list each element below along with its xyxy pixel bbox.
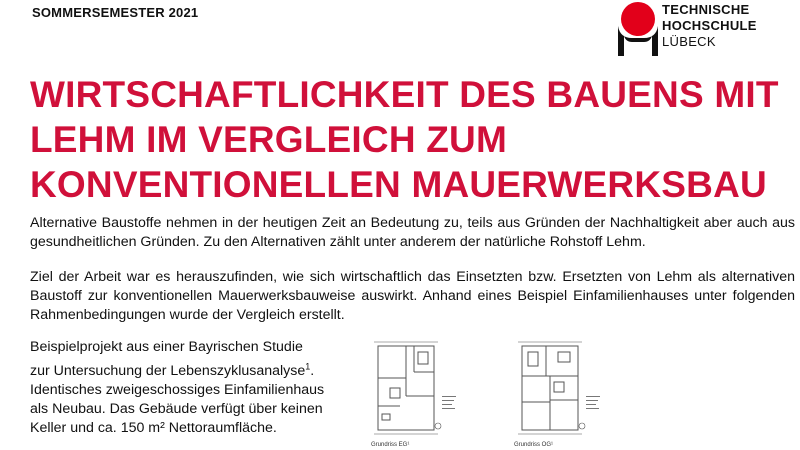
project-line-2: zur Untersuchung der Lebenszyklusanalyse$^1$. [30,361,315,379]
floor-plan-ground-floor [370,336,470,436]
logo-mark-icon [612,2,660,58]
project-description [30,338,350,438]
ground-floor-caption: Grundriss EG¹ [371,442,410,448]
floor-plan-upper-floor [514,336,614,436]
logo-text [662,2,757,50]
project-line-3: Identisches zweigeschossiges Einfamilienhaus [30,381,325,398]
semester-label: SOMMERSEMESTER 2021 [32,5,199,20]
goal-paragraph: Ziel der Arbeit war es herauszufinden, wie sich wirtschaftlich das Einsetzten bzw. Ersetzten von Lehm als alternativen Baustoff zur konventionellen Mauerwerksbauweise auswirkt. Anhand eines Beispiel Einfamilienhauses unter folgenden Rahmenbedingungen wurde der Vergleich erstellt. [30,269,795,323]
logo-line-3: LÜBECK [662,34,716,49]
page-title [30,72,790,207]
title-line-2: LEHM IM VERGLEICH ZUM [30,119,507,160]
title-line-1: WIRTSCHAFTLICHKEIT DES BAUENS MIT [30,74,779,115]
upper-floor-caption: Grundriss OG¹ [514,442,554,448]
logo-line-2: HOCHSCHULE [662,18,757,33]
logo-line-1: TECHNISCHE [662,2,750,17]
title-line-3: KONVENTIONELLEN MAUERWERKSBAU [30,164,767,205]
intro-paragraph: Alternative Baustoffe nehmen in der heutigen Zeit an Bedeutung zu, teils aus Gründen der Nachhaltigkeit aber auch aus gesundheitlichen Gründen. Zu den Alternativen zählt unter anderem der natürliche Rohstoff Lehm. [30,215,795,250]
project-line-1: Beispielprojekt aus einer Bayrischen Studie [30,339,303,355]
project-line-4: als Neubau. Das Gebäude verfügt über keinen [30,400,323,417]
project-line-5: Keller und ca. 150 m² Nettoraumfläche. [30,419,277,436]
university-logo [612,2,792,62]
